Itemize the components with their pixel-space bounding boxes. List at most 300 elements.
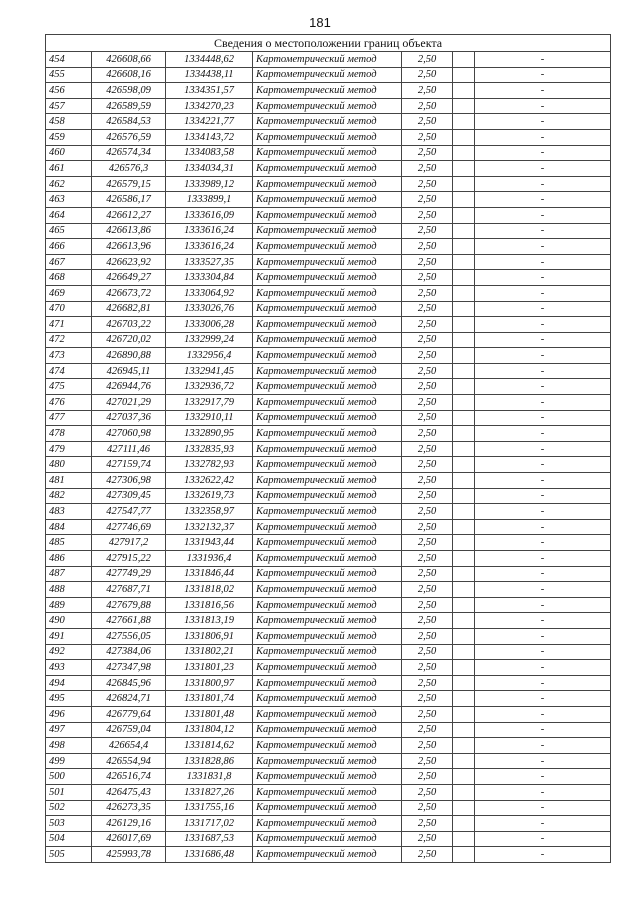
empty-cell <box>453 83 475 99</box>
point-number-cell: 478 <box>46 426 92 442</box>
accuracy-cell: 2,50 <box>402 114 453 130</box>
accuracy-cell: 2,50 <box>402 488 453 504</box>
point-number-cell: 494 <box>46 675 92 691</box>
empty-cell <box>453 301 475 317</box>
table-row <box>46 566 611 582</box>
accuracy-cell: 2,50 <box>402 706 453 722</box>
y-coordinate-cell: 1331804,12 <box>166 722 253 738</box>
empty-cell <box>453 114 475 130</box>
table-row <box>46 457 611 473</box>
accuracy-cell: 2,50 <box>402 67 453 83</box>
table-row <box>46 317 611 333</box>
table-row <box>46 691 611 707</box>
table-row <box>46 769 611 785</box>
y-coordinate-cell: 1331943,44 <box>166 535 253 551</box>
x-coordinate-cell: 426516,74 <box>92 769 166 785</box>
x-coordinate-cell: 426554,94 <box>92 753 166 769</box>
accuracy-cell: 2,50 <box>402 332 453 348</box>
table-row <box>46 519 611 535</box>
accuracy-cell: 2,50 <box>402 504 453 520</box>
empty-cell <box>453 52 475 68</box>
table-row <box>46 706 611 722</box>
accuracy-cell: 2,50 <box>402 800 453 816</box>
description-cell: - <box>475 644 611 660</box>
x-coordinate-cell: 427661,88 <box>92 613 166 629</box>
table-row <box>46 847 611 863</box>
empty-cell <box>453 706 475 722</box>
method-cell: Картометрический метод <box>253 519 402 535</box>
method-cell: Картометрический метод <box>253 473 402 489</box>
table-row <box>46 613 611 629</box>
table-row <box>46 145 611 161</box>
point-number-cell: 504 <box>46 831 92 847</box>
point-number-cell: 474 <box>46 363 92 379</box>
table-row <box>46 332 611 348</box>
x-coordinate-cell: 426720,02 <box>92 332 166 348</box>
table-row <box>46 239 611 255</box>
x-coordinate-cell: 426673,72 <box>92 285 166 301</box>
y-coordinate-cell: 1334270,23 <box>166 98 253 114</box>
point-number-cell: 505 <box>46 847 92 863</box>
description-cell: - <box>475 410 611 426</box>
table-row <box>46 410 611 426</box>
description-cell: - <box>475 473 611 489</box>
method-cell: Картометрический метод <box>253 67 402 83</box>
table-row <box>46 784 611 800</box>
accuracy-cell: 2,50 <box>402 660 453 676</box>
x-coordinate-cell: 426586,17 <box>92 192 166 208</box>
y-coordinate-cell: 1331813,19 <box>166 613 253 629</box>
empty-cell <box>453 597 475 613</box>
empty-cell <box>453 285 475 301</box>
table-row <box>46 551 611 567</box>
description-cell: - <box>475 597 611 613</box>
y-coordinate-cell: 1332358,97 <box>166 504 253 520</box>
description-cell: - <box>475 52 611 68</box>
method-cell: Картометрический метод <box>253 800 402 816</box>
y-coordinate-cell: 1333006,28 <box>166 317 253 333</box>
y-coordinate-cell: 1331800,97 <box>166 675 253 691</box>
table-row <box>46 675 611 691</box>
x-coordinate-cell: 426945,11 <box>92 363 166 379</box>
table-row <box>46 98 611 114</box>
empty-cell <box>453 769 475 785</box>
point-number-cell: 470 <box>46 301 92 317</box>
method-cell: Картометрический метод <box>253 753 402 769</box>
method-cell: Картометрический метод <box>253 332 402 348</box>
y-coordinate-cell: 1331801,23 <box>166 660 253 676</box>
description-cell: - <box>475 753 611 769</box>
method-cell: Картометрический метод <box>253 566 402 582</box>
y-coordinate-cell: 1332782,93 <box>166 457 253 473</box>
y-coordinate-cell: 1332917,79 <box>166 395 253 411</box>
empty-cell <box>453 332 475 348</box>
point-number-cell: 485 <box>46 535 92 551</box>
accuracy-cell: 2,50 <box>402 176 453 192</box>
empty-cell <box>453 644 475 660</box>
x-coordinate-cell: 426613,96 <box>92 239 166 255</box>
table-row <box>46 348 611 364</box>
table-row <box>46 161 611 177</box>
accuracy-cell: 2,50 <box>402 83 453 99</box>
accuracy-cell: 2,50 <box>402 254 453 270</box>
empty-cell <box>453 239 475 255</box>
empty-cell <box>453 628 475 644</box>
y-coordinate-cell: 1334083,58 <box>166 145 253 161</box>
y-coordinate-cell: 1334438,11 <box>166 67 253 83</box>
accuracy-cell: 2,50 <box>402 239 453 255</box>
method-cell: Картометрический метод <box>253 379 402 395</box>
empty-cell <box>453 551 475 567</box>
x-coordinate-cell: 427915,22 <box>92 551 166 567</box>
description-cell: - <box>475 192 611 208</box>
x-coordinate-cell: 426574,34 <box>92 145 166 161</box>
accuracy-cell: 2,50 <box>402 270 453 286</box>
empty-cell <box>453 441 475 457</box>
description-cell: - <box>475 628 611 644</box>
accuracy-cell: 2,50 <box>402 551 453 567</box>
table-row <box>46 800 611 816</box>
y-coordinate-cell: 1331802,21 <box>166 644 253 660</box>
empty-cell <box>453 410 475 426</box>
accuracy-cell: 2,50 <box>402 145 453 161</box>
empty-cell <box>453 270 475 286</box>
accuracy-cell: 2,50 <box>402 129 453 145</box>
method-cell: Картометрический метод <box>253 270 402 286</box>
method-cell: Картометрический метод <box>253 317 402 333</box>
empty-cell <box>453 722 475 738</box>
empty-cell <box>453 738 475 754</box>
y-coordinate-cell: 1331687,53 <box>166 831 253 847</box>
y-coordinate-cell: 1332936,72 <box>166 379 253 395</box>
method-cell: Картометрический метод <box>253 706 402 722</box>
y-coordinate-cell: 1332132,37 <box>166 519 253 535</box>
x-coordinate-cell: 427111,46 <box>92 441 166 457</box>
y-coordinate-cell: 1334034,31 <box>166 161 253 177</box>
x-coordinate-cell: 427746,69 <box>92 519 166 535</box>
x-coordinate-cell: 427556,05 <box>92 628 166 644</box>
x-coordinate-cell: 426613,86 <box>92 223 166 239</box>
table-row <box>46 301 611 317</box>
description-cell: - <box>475 706 611 722</box>
empty-cell <box>453 317 475 333</box>
point-number-cell: 490 <box>46 613 92 629</box>
table-row <box>46 379 611 395</box>
description-cell: - <box>475 769 611 785</box>
point-number-cell: 498 <box>46 738 92 754</box>
y-coordinate-cell: 1332619,73 <box>166 488 253 504</box>
description-cell: - <box>475 379 611 395</box>
table-body <box>46 35 611 863</box>
y-coordinate-cell: 1331806,91 <box>166 628 253 644</box>
accuracy-cell: 2,50 <box>402 519 453 535</box>
x-coordinate-cell: 427159,74 <box>92 457 166 473</box>
method-cell: Картометрический метод <box>253 816 402 832</box>
point-number-cell: 499 <box>46 753 92 769</box>
table-row <box>46 52 611 68</box>
empty-cell <box>453 379 475 395</box>
accuracy-cell: 2,50 <box>402 426 453 442</box>
point-number-cell: 454 <box>46 52 92 68</box>
x-coordinate-cell: 426682,81 <box>92 301 166 317</box>
y-coordinate-cell: 1332999,24 <box>166 332 253 348</box>
description-cell: - <box>475 675 611 691</box>
x-coordinate-cell: 427306,98 <box>92 473 166 489</box>
method-cell: Картометрический метод <box>253 207 402 223</box>
description-cell: - <box>475 441 611 457</box>
y-coordinate-cell: 1333026,76 <box>166 301 253 317</box>
method-cell: Картометрический метод <box>253 301 402 317</box>
point-number-cell: 483 <box>46 504 92 520</box>
x-coordinate-cell: 426584,53 <box>92 114 166 130</box>
description-cell: - <box>475 301 611 317</box>
accuracy-cell: 2,50 <box>402 644 453 660</box>
point-number-cell: 456 <box>46 83 92 99</box>
point-number-cell: 489 <box>46 597 92 613</box>
accuracy-cell: 2,50 <box>402 566 453 582</box>
point-number-cell: 503 <box>46 816 92 832</box>
description-cell: - <box>475 691 611 707</box>
y-coordinate-cell: 1331801,74 <box>166 691 253 707</box>
point-number-cell: 479 <box>46 441 92 457</box>
description-cell: - <box>475 551 611 567</box>
point-number-cell: 476 <box>46 395 92 411</box>
description-cell: - <box>475 816 611 832</box>
table-heading-row <box>46 35 611 52</box>
description-cell: - <box>475 566 611 582</box>
method-cell: Картометрический метод <box>253 410 402 426</box>
description-cell: - <box>475 613 611 629</box>
point-number-cell: 486 <box>46 551 92 567</box>
description-cell: - <box>475 488 611 504</box>
y-coordinate-cell: 1334221,77 <box>166 114 253 130</box>
table-row <box>46 473 611 489</box>
point-number-cell: 473 <box>46 348 92 364</box>
method-cell: Картометрический метод <box>253 98 402 114</box>
point-number-cell: 480 <box>46 457 92 473</box>
x-coordinate-cell: 426703,22 <box>92 317 166 333</box>
empty-cell <box>453 504 475 520</box>
table-row <box>46 722 611 738</box>
method-cell: Картометрический метод <box>253 582 402 598</box>
point-number-cell: 464 <box>46 207 92 223</box>
y-coordinate-cell: 1332910,11 <box>166 410 253 426</box>
y-coordinate-cell: 1334448,62 <box>166 52 253 68</box>
description-cell: - <box>475 67 611 83</box>
x-coordinate-cell: 427037,36 <box>92 410 166 426</box>
table-row <box>46 223 611 239</box>
description-cell: - <box>475 535 611 551</box>
accuracy-cell: 2,50 <box>402 379 453 395</box>
y-coordinate-cell: 1331831,8 <box>166 769 253 785</box>
accuracy-cell: 2,50 <box>402 738 453 754</box>
point-number-cell: 463 <box>46 192 92 208</box>
method-cell: Картометрический метод <box>253 831 402 847</box>
method-cell: Картометрический метод <box>253 254 402 270</box>
accuracy-cell: 2,50 <box>402 535 453 551</box>
point-number-cell: 493 <box>46 660 92 676</box>
table-row <box>46 628 611 644</box>
x-coordinate-cell: 426824,71 <box>92 691 166 707</box>
description-cell: - <box>475 738 611 754</box>
empty-cell <box>453 98 475 114</box>
description-cell: - <box>475 223 611 239</box>
table-row <box>46 129 611 145</box>
y-coordinate-cell: 1333064,92 <box>166 285 253 301</box>
x-coordinate-cell: 427347,98 <box>92 660 166 676</box>
accuracy-cell: 2,50 <box>402 301 453 317</box>
accuracy-cell: 2,50 <box>402 613 453 629</box>
y-coordinate-cell: 1333989,12 <box>166 176 253 192</box>
y-coordinate-cell: 1331755,16 <box>166 800 253 816</box>
empty-cell <box>453 613 475 629</box>
point-number-cell: 472 <box>46 332 92 348</box>
accuracy-cell: 2,50 <box>402 722 453 738</box>
table-row <box>46 831 611 847</box>
point-number-cell: 481 <box>46 473 92 489</box>
table-row <box>46 504 611 520</box>
table-row <box>46 753 611 769</box>
description-cell: - <box>475 270 611 286</box>
x-coordinate-cell: 426579,15 <box>92 176 166 192</box>
method-cell: Картометрический метод <box>253 348 402 364</box>
x-coordinate-cell: 426649,27 <box>92 270 166 286</box>
empty-cell <box>453 473 475 489</box>
method-cell: Картометрический метод <box>253 691 402 707</box>
method-cell: Картометрический метод <box>253 738 402 754</box>
empty-cell <box>453 691 475 707</box>
description-cell: - <box>475 519 611 535</box>
accuracy-cell: 2,50 <box>402 675 453 691</box>
empty-cell <box>453 348 475 364</box>
description-cell: - <box>475 332 611 348</box>
point-number-cell: 488 <box>46 582 92 598</box>
x-coordinate-cell: 426608,66 <box>92 52 166 68</box>
table-row <box>46 738 611 754</box>
accuracy-cell: 2,50 <box>402 457 453 473</box>
method-cell: Картометрический метод <box>253 239 402 255</box>
empty-cell <box>453 129 475 145</box>
y-coordinate-cell: 1333899,1 <box>166 192 253 208</box>
method-cell: Картометрический метод <box>253 395 402 411</box>
description-cell: - <box>475 457 611 473</box>
point-number-cell: 460 <box>46 145 92 161</box>
description-cell: - <box>475 847 611 863</box>
accuracy-cell: 2,50 <box>402 207 453 223</box>
empty-cell <box>453 67 475 83</box>
x-coordinate-cell: 427687,71 <box>92 582 166 598</box>
table-row <box>46 363 611 379</box>
empty-cell <box>453 519 475 535</box>
description-cell: - <box>475 83 611 99</box>
accuracy-cell: 2,50 <box>402 441 453 457</box>
empty-cell <box>453 488 475 504</box>
x-coordinate-cell: 426845,96 <box>92 675 166 691</box>
x-coordinate-cell: 426654,4 <box>92 738 166 754</box>
table-row <box>46 644 611 660</box>
method-cell: Картометрический метод <box>253 675 402 691</box>
table-row <box>46 395 611 411</box>
table-row <box>46 597 611 613</box>
y-coordinate-cell: 1331936,4 <box>166 551 253 567</box>
point-number-cell: 477 <box>46 410 92 426</box>
y-coordinate-cell: 1332941,45 <box>166 363 253 379</box>
point-number-cell: 502 <box>46 800 92 816</box>
accuracy-cell: 2,50 <box>402 363 453 379</box>
x-coordinate-cell: 426475,43 <box>92 784 166 800</box>
accuracy-cell: 2,50 <box>402 410 453 426</box>
table-row <box>46 488 611 504</box>
description-cell: - <box>475 395 611 411</box>
description-cell: - <box>475 129 611 145</box>
description-cell: - <box>475 582 611 598</box>
point-number-cell: 491 <box>46 628 92 644</box>
method-cell: Картометрический метод <box>253 457 402 473</box>
point-number-cell: 459 <box>46 129 92 145</box>
point-number-cell: 482 <box>46 488 92 504</box>
accuracy-cell: 2,50 <box>402 395 453 411</box>
description-cell: - <box>475 114 611 130</box>
x-coordinate-cell: 427547,77 <box>92 504 166 520</box>
x-coordinate-cell: 426779,64 <box>92 706 166 722</box>
empty-cell <box>453 161 475 177</box>
empty-cell <box>453 660 475 676</box>
x-coordinate-cell: 426589,59 <box>92 98 166 114</box>
y-coordinate-cell: 1332835,93 <box>166 441 253 457</box>
point-number-cell: 461 <box>46 161 92 177</box>
point-number-cell: 471 <box>46 317 92 333</box>
y-coordinate-cell: 1332890,95 <box>166 426 253 442</box>
description-cell: - <box>475 254 611 270</box>
y-coordinate-cell: 1331818,02 <box>166 582 253 598</box>
y-coordinate-cell: 1334143,72 <box>166 129 253 145</box>
y-coordinate-cell: 1334351,57 <box>166 83 253 99</box>
table-row <box>46 67 611 83</box>
method-cell: Картометрический метод <box>253 660 402 676</box>
table-row <box>46 192 611 208</box>
accuracy-cell: 2,50 <box>402 628 453 644</box>
point-number-cell: 484 <box>46 519 92 535</box>
method-cell: Картометрический метод <box>253 192 402 208</box>
table-row <box>46 582 611 598</box>
empty-cell <box>453 426 475 442</box>
point-number-cell: 455 <box>46 67 92 83</box>
method-cell: Картометрический метод <box>253 426 402 442</box>
x-coordinate-cell: 426017,69 <box>92 831 166 847</box>
empty-cell <box>453 535 475 551</box>
method-cell: Картометрический метод <box>253 114 402 130</box>
point-number-cell: 496 <box>46 706 92 722</box>
description-cell: - <box>475 239 611 255</box>
point-number-cell: 468 <box>46 270 92 286</box>
method-cell: Картометрический метод <box>253 223 402 239</box>
x-coordinate-cell: 426576,3 <box>92 161 166 177</box>
description-cell: - <box>475 176 611 192</box>
x-coordinate-cell: 426612,27 <box>92 207 166 223</box>
x-coordinate-cell: 426944,76 <box>92 379 166 395</box>
accuracy-cell: 2,50 <box>402 847 453 863</box>
description-cell: - <box>475 98 611 114</box>
description-cell: - <box>475 285 611 301</box>
accuracy-cell: 2,50 <box>402 769 453 785</box>
x-coordinate-cell: 426129,16 <box>92 816 166 832</box>
empty-cell <box>453 816 475 832</box>
empty-cell <box>453 753 475 769</box>
table-row <box>46 270 611 286</box>
accuracy-cell: 2,50 <box>402 831 453 847</box>
empty-cell <box>453 800 475 816</box>
y-coordinate-cell: 1333616,24 <box>166 223 253 239</box>
